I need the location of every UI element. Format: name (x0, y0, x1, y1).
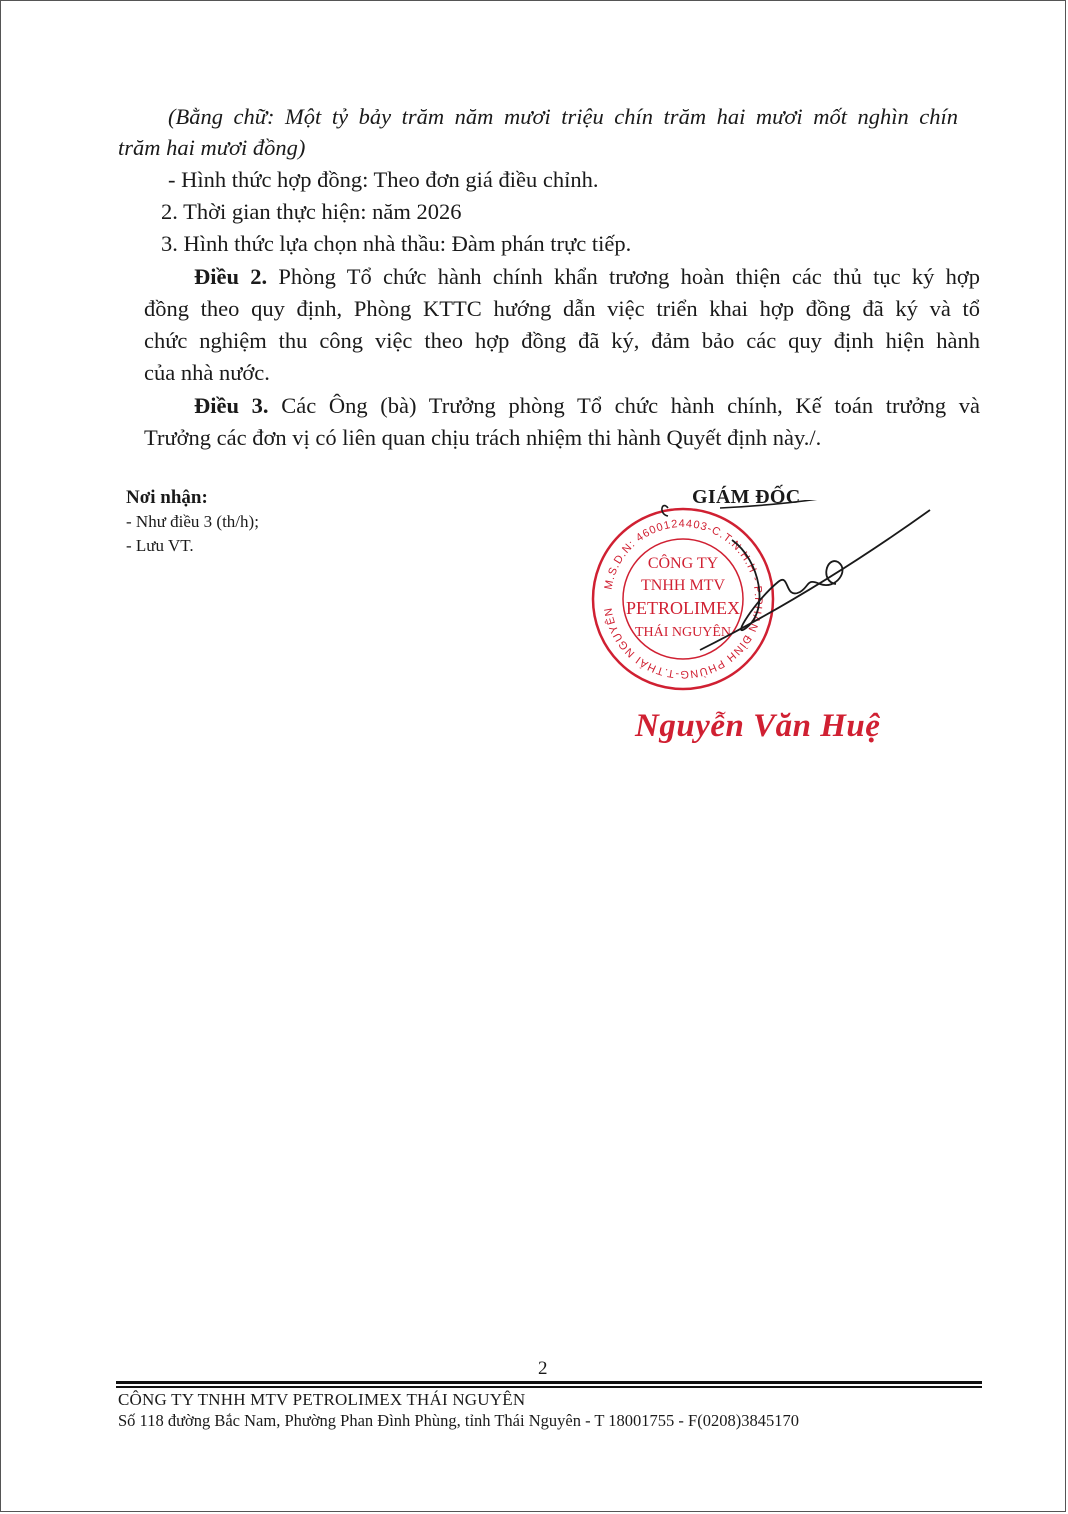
recipient-item: - Lưu VT. (126, 536, 194, 555)
footer-rule (116, 1386, 982, 1388)
article-2-line1 (194, 261, 980, 293)
stamp-line2: TNHH MTV (641, 577, 725, 594)
amount-in-words-line1: (Bằng chữ: Một tỷ bảy trăm năm mươi triệu chín trăm hai mươi mốt nghìn chín (168, 104, 958, 129)
stamp-ring-text: M.S.D.N: 4600124403-C.T.N.H.H - P.PHAN ĐÌNH PHÙNG-T.THÁI NGUYÊN (602, 517, 765, 681)
footer-address: Số 118 đường Bắc Nam, Phường Phan Đình Phùng, tỉnh Thái Nguyên - T 18001755 - F(0208)3845170 (118, 1411, 799, 1430)
article-3-text1: Các Ông (bà) Trưởng phòng Tổ chức hành chính, Kế toán trưởng và (268, 393, 980, 418)
recipients-block (126, 486, 259, 558)
handwritten-signature (660, 500, 940, 660)
footer-rule (116, 1381, 982, 1384)
stamp-line1: CÔNG TY (647, 555, 719, 572)
page-number: 2 (538, 1358, 548, 1379)
article-2-line2: đồng theo quy định, Phòng KTTC hướng dẫn việc triển khai hợp đồng đã ký và tổ (144, 296, 980, 321)
article-2-line4: của nhà nước. (144, 360, 270, 385)
article-2-label: Điều 2. (194, 264, 268, 289)
recipient-item: - Như điều 3 (th/h); (126, 512, 259, 531)
footer-company: CÔNG TY TNHH MTV PETROLIMEX THÁI NGUYÊN (118, 1390, 526, 1409)
signer-name: Nguyễn Văn Huệ (635, 708, 881, 744)
stamp-line4: THÁI NGUYÊN (634, 625, 732, 640)
article-2-line3: chức nghiệm thu công việc theo hợp đồng đã ký, đảm bảo các quy định hiện hành (144, 328, 980, 353)
article-3-line2: Trưởng các đơn vị có liên quan chịu trách nhiệm thi hành Quyết định này./. (144, 425, 822, 450)
article-2-text1: Phòng Tổ chức hành chính khẩn trương hoàn thiện các thủ tục ký hợp (267, 264, 980, 289)
item-2-line: 2. Thời gian thực hiện: năm 2026 (161, 199, 462, 224)
article-3-label: Điều 3. (194, 393, 269, 418)
article-3-line1 (194, 390, 980, 422)
amount-in-words-line2: trăm hai mươi đồng) (118, 135, 306, 160)
recipients-title: Nơi nhận: (126, 487, 208, 508)
contract-form-line: - Hình thức hợp đồng: Theo đơn giá điều chỉnh. (168, 167, 599, 192)
item-3-line: 3. Hình thức lựa chọn nhà thầu: Đàm phán trực tiếp. (161, 231, 632, 256)
stamp-line3: PETROLIMEX (626, 598, 740, 618)
signer-title: GIÁM ĐỐC (692, 486, 801, 508)
